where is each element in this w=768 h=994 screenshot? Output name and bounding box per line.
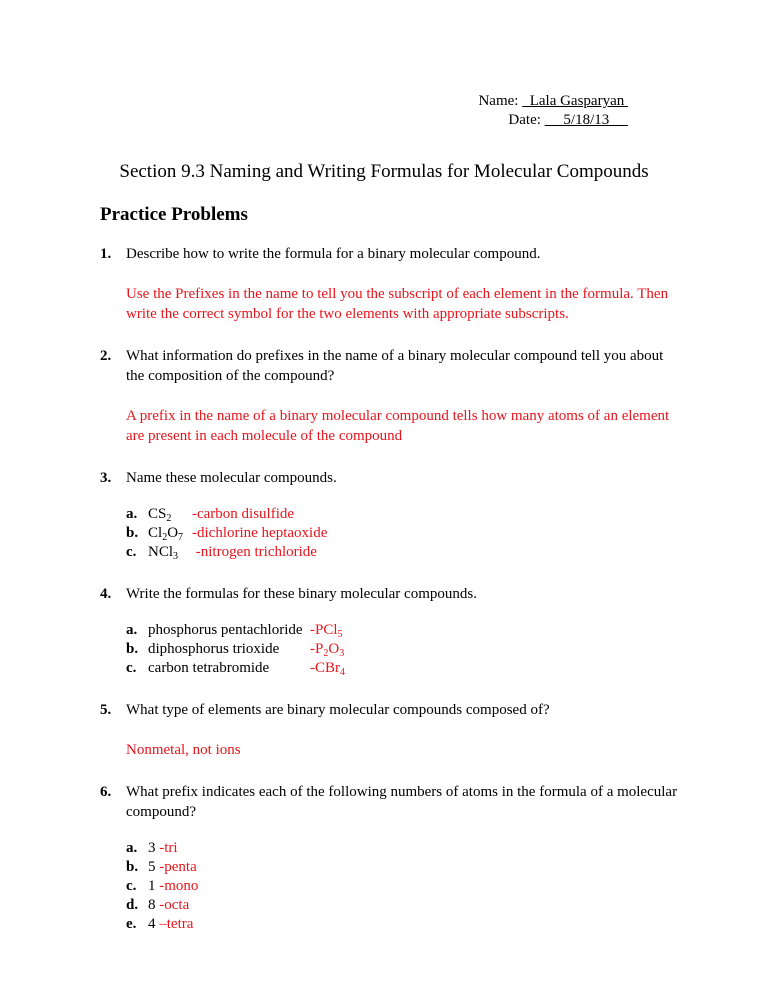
list-item — [126, 543, 678, 562]
sub-items — [126, 505, 678, 562]
answer-text: –tetra — [159, 916, 194, 932]
sub-items — [126, 839, 678, 934]
question-3 — [100, 468, 678, 562]
question-4 — [100, 584, 678, 678]
question-1 — [100, 244, 678, 324]
atom-count: 8 — [148, 897, 156, 913]
name-row — [478, 92, 628, 111]
question-6 — [100, 782, 678, 934]
student-header — [478, 92, 628, 130]
date-label: Date: — [508, 112, 541, 128]
answer-text: -mono — [159, 878, 199, 894]
list-item — [126, 877, 678, 896]
list-item — [126, 621, 678, 640]
compound-name: phosphorus pentachloride — [148, 622, 303, 638]
name-value: Lala Gasparyan — [529, 93, 625, 109]
question-number: 3. — [100, 470, 112, 486]
item-label: c. — [126, 878, 137, 894]
answer-formula: -PCl$_5$ — [310, 622, 343, 640]
atom-count: 4 — [148, 916, 156, 932]
list-item — [126, 659, 678, 678]
answer-text: -carbon disulfide — [192, 506, 295, 522]
question-number: 6. — [100, 784, 112, 800]
name-label: Name: — [478, 93, 519, 109]
list-item — [126, 524, 678, 543]
question-text: Name these molecular compounds. — [126, 470, 337, 486]
questions-list — [100, 244, 678, 956]
atom-count: 3 — [148, 840, 156, 856]
item-label: d. — [126, 897, 139, 913]
list-item — [126, 640, 678, 659]
question-text: What prefix indicates each of the following numbers of atoms in the formula of a molecular compound? — [126, 784, 678, 820]
item-label: a. — [126, 840, 138, 856]
formula: NCl$_3$ — [148, 544, 179, 562]
answer-formula: $-P_2O_3$ — [310, 641, 345, 659]
item-label: c. — [126, 544, 137, 560]
compound-name: carbon tetrabromide — [148, 660, 270, 676]
question-5 — [100, 700, 678, 760]
item-label: b. — [126, 859, 139, 875]
answer-text: A prefix in the name of a binary molecular compound tells how many atoms of an element are present in each molecule of the compound — [126, 408, 670, 444]
answer-text: -penta — [159, 859, 197, 875]
answer-text: -tri — [159, 840, 178, 856]
question-2 — [100, 346, 678, 446]
list-item — [126, 858, 678, 877]
question-number: 1. — [100, 246, 112, 262]
sub-items — [126, 621, 678, 678]
question-text: Write the formulas for these binary molecular compounds. — [126, 586, 477, 602]
question-text: What type of elements are binary molecular compounds composed of? — [126, 702, 550, 718]
list-item — [126, 896, 678, 915]
formula: $Cl_2O_7$ — [148, 525, 184, 543]
question-number: 4. — [100, 586, 112, 602]
formula: $CS_2$ — [148, 506, 172, 524]
item-label: b. — [126, 525, 139, 541]
answer-text: Use the Prefixes in the name to tell you the subscript of each element in the formula. Then write the correct symbol for the two elements with appropriate subscripts. — [126, 286, 669, 322]
item-label: a. — [126, 506, 138, 522]
question-text: What information do prefixes in the name of a binary molecular compound tell you about the composition of the compound? — [126, 348, 664, 384]
item-label: e. — [126, 916, 137, 932]
answer-text: -dichlorine heptaoxide — [192, 525, 328, 541]
compound-name: diphosphorus trioxide — [148, 641, 280, 657]
list-item — [126, 839, 678, 858]
answer-formula: -CBr$_4$ — [310, 660, 345, 678]
answer-text: -octa — [159, 897, 190, 913]
item-label: c. — [126, 660, 137, 676]
answer-text: -nitrogen trichloride — [192, 544, 317, 560]
item-label: a. — [126, 622, 138, 638]
date-row — [478, 111, 628, 130]
question-number: 2. — [100, 348, 112, 364]
answer-text: Nonmetal, not ions — [126, 742, 241, 758]
list-item — [126, 505, 678, 524]
item-label: b. — [126, 641, 139, 657]
date-value: 5/18/13 — [563, 112, 610, 128]
section-subtitle: Practice Problems — [100, 204, 248, 225]
list-item — [126, 915, 678, 934]
question-text: Describe how to write the formula for a binary molecular compound. — [126, 246, 541, 262]
question-number: 5. — [100, 702, 112, 718]
atom-count: 1 — [148, 878, 156, 894]
page-title: Section 9.3 Naming and Writing Formulas for Molecular Compounds — [119, 161, 649, 182]
atom-count: 5 — [148, 859, 156, 875]
